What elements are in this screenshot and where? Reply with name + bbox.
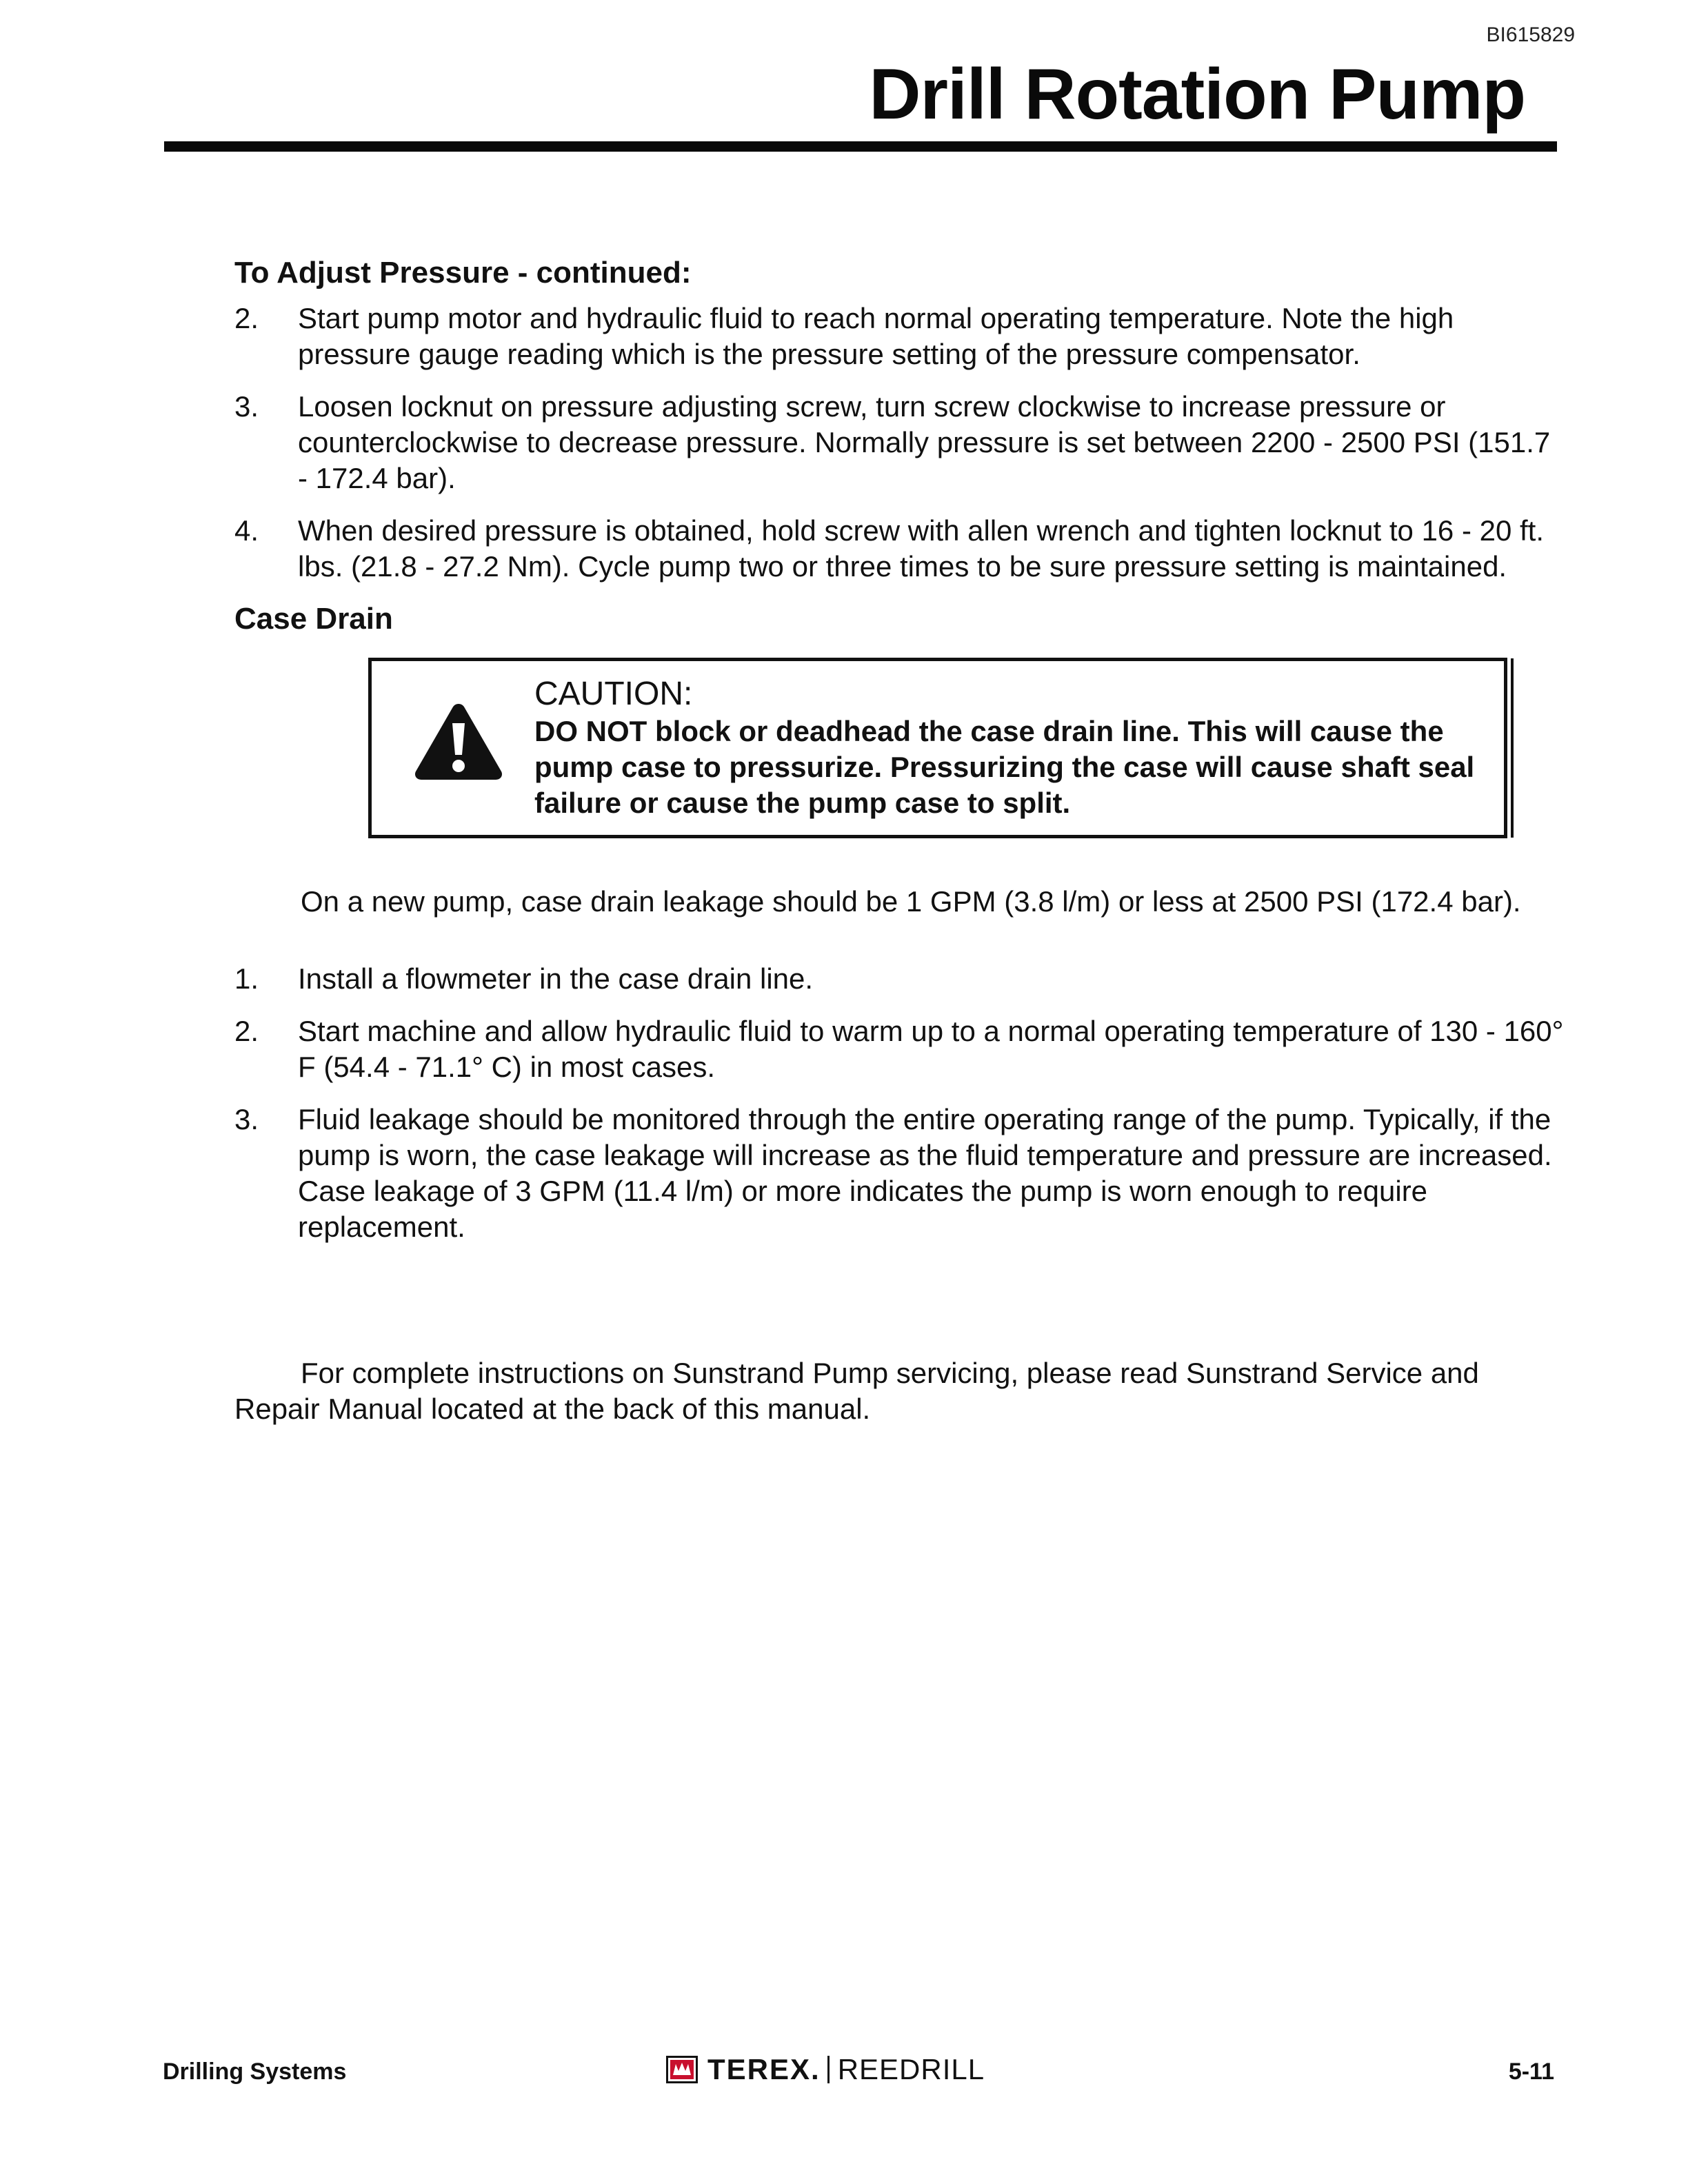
closing-note: For complete instructions on Sunstrand Pump servicing, please read Sunstrand Service and Repair Manual located at the back of this manual. xyxy=(234,1357,1479,1425)
footer-logo xyxy=(666,2050,985,2089)
step-text: When desired pressure is obtained, hold screw with allen wrench and tighten locknut to 16 - 20 ft. lbs. (21.8 - 27.2 Nm). Cycle pump two or three times to be sure pressure setting is maintained. xyxy=(298,514,1545,583)
logo-brand: TEREX. xyxy=(707,2053,821,2085)
step-number: 4. xyxy=(234,514,259,547)
adjust-pressure-steps xyxy=(234,301,1565,585)
page-title: Drill Rotation Pump xyxy=(869,54,1525,134)
step-text: Install a flowmeter in the case drain line. xyxy=(298,962,814,995)
step-text: Loosen locknut on pressure adjusting screw, turn screw clockwise to increase pressure or counterclockwise to decrease pressure. Normally pressure is set between 2200 - 2500 PSI (151.7 - 172.4 bar). xyxy=(298,390,1551,494)
warning-triangle-icon xyxy=(413,700,510,789)
case-drain-intro: On a new pump, case drain leakage should be 1 GPM (3.8 l/m) or less at 2500 PSI (172.4 bar). xyxy=(301,885,1521,918)
page-number: 5-11 xyxy=(1508,2059,1554,2085)
step-number: 3. xyxy=(234,1103,259,1135)
list-item xyxy=(234,389,1565,496)
caution-title: CAUTION: xyxy=(534,676,693,712)
list-item xyxy=(234,1013,1565,1085)
caution-text xyxy=(510,675,1483,821)
step-number: 1. xyxy=(234,962,259,995)
step-number: 3. xyxy=(234,390,259,423)
list-item xyxy=(234,513,1565,585)
section-heading-case-drain: Case Drain xyxy=(234,602,393,636)
step-text: Start pump motor and hydraulic fluid to reach normal operating temperature. Note the high pressure gauge reading which is the pressure setting of the pressure compensator. xyxy=(298,302,1454,370)
step-text: Start machine and allow hydraulic fluid to warm up to a normal operating temperature of 130 - 160° F (54.4 - 71.1° C) in most cases. xyxy=(298,1015,1564,1083)
terex-emblem-icon xyxy=(666,2056,698,2083)
list-item xyxy=(234,961,1565,997)
title-rule xyxy=(164,141,1557,152)
step-number: 2. xyxy=(234,1015,259,1047)
caution-box xyxy=(368,658,1507,838)
logo-product: REEDRILL xyxy=(837,2053,985,2085)
document-id: BI615829 xyxy=(1486,23,1575,46)
footer-section-name: Drilling Systems xyxy=(163,2059,347,2085)
step-number: 2. xyxy=(234,302,259,334)
section-heading-adjust-pressure: To Adjust Pressure - continued: xyxy=(234,256,692,290)
caution-body: DO NOT block or deadhead the case drain line. This will cause the pump case to pressurize. Pressurizing the case will cause shaft seal failure or cause the pump case to split. xyxy=(534,715,1475,819)
list-item xyxy=(234,1102,1565,1245)
logo-divider xyxy=(827,2056,830,2083)
main-content xyxy=(234,255,1565,1427)
list-item xyxy=(234,301,1565,372)
step-text: Fluid leakage should be monitored through the entire operating range of the pump. Typically, if the pump is worn, the case leakage will increase as the fluid temperature and pressure are increased. Case leakage of 3 GPM (11.4 l/m) or more indicates the pump is worn enough to require replacement. xyxy=(298,1103,1552,1243)
case-drain-steps xyxy=(234,961,1565,1245)
